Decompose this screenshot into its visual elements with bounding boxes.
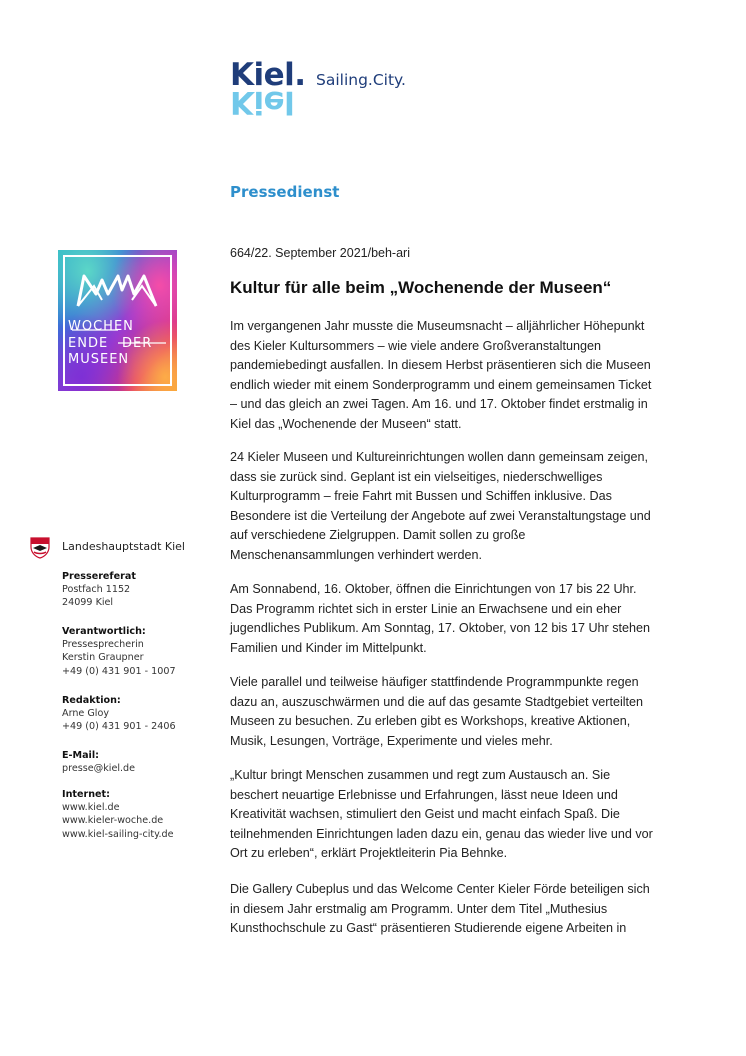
paragraph-line: Im vergangenen Jahr musste die Museumsnacht – alljährlicher Höhepunkt [230,319,645,333]
article-paragraph [230,580,660,658]
contact-block-internet [62,788,174,841]
paragraph-line: Kiel das „Wochenende der Museen“ statt. [230,416,462,431]
contact-heading: Redaktion: [62,695,121,706]
website-link[interactable]: www.kiel-sailing-city.de [62,828,174,840]
contact-heading: Verantwortlich: [62,626,146,637]
contact-heading: Pressereferat [62,571,136,582]
article-paragraph [230,448,660,565]
contact-line: Postfach 1152 [62,584,131,596]
paragraph-line: Musik, Lesungen, Vorträge, Experimente und vieles mehr. [230,733,553,748]
contact-block-pressereferat [62,570,136,610]
image-text-ende: ENDE [68,336,109,351]
paragraph-line: Familien und Kinder im Mittelpunkt. [230,640,427,655]
paragraph-line: „Kultur bringt Menschen zusammen und regt zum Austausch an. Sie [230,768,611,782]
logo-wordmark: Kiel. [230,57,306,93]
paragraph-line: Am Sonnabend, 16. Oktober, öffnen die Einrichtungen von 17 bis 22 Uhr. [230,582,637,596]
paragraph-line: dazu an, auszuschwärmen und die auf das gesamte Stadtgebiet verteilten [230,694,644,709]
article-paragraph [230,880,660,939]
paragraph-line: Das Programm richtet sich in erster Linie an Erwachsene und ein eher [230,601,622,616]
paragraph-line: Die Gallery Cubeplus und das Welcome Center Kieler Förde beteiligen sich [230,882,650,896]
contact-line: Arne Gloy [62,708,110,720]
city-name: Landeshauptstadt Kiel [62,540,185,553]
paragraph-line: Ort zu erleben“, erklärt Projektleiterin Pia Behnke. [230,846,508,860]
article-paragraph [230,766,660,864]
paragraph-line: – und das gleich an zwei Tagen. Am 16. und 17. Oktober findet erstmalig in [230,397,648,411]
paragraph-line: dass sie zurück sind. Geplant ist ein vielseitiges, niederschwelliges [230,469,603,484]
image-text-der: DER [122,336,153,351]
contact-line: Kerstin Graupner [62,652,144,664]
paragraph-line: Viele parallel und teilweise häufiger stattfindende Programmpunkte regen [230,675,639,689]
article-paragraph [230,317,660,434]
contact-line: Pressesprecherin [62,639,144,651]
paragraph-line: des Kieler Kultursommers – wie viele andere Großveranstaltungen [230,338,601,353]
paragraph-line: Kulturprogramm – freie Fahrt mit Bussen und Schiffen inklusive. Das [230,489,612,503]
contact-heading: E-Mail: [62,750,99,761]
contact-line: 24099 Kiel [62,597,114,609]
contact-block-email [62,749,135,775]
logo-wordmark-reflection: Kiel [230,84,295,120]
wochenende-der-museen-image [58,250,177,391]
paragraph-line: pandemiebedingt ausfallen. In diesem Herbst präsentieren sich die Museen [230,358,651,372]
website-link[interactable]: www.kiel.de [62,802,120,814]
website-link[interactable]: www.kieler-woche.de [62,815,164,827]
paragraph-line: Kreativität wachsen, stimuliert den Geist und macht einfach Spaß. Die [230,807,620,821]
kiel-sailing-city-logo [230,58,450,122]
article-headline: Kultur für alle beim „Wochenende der Museen“ [230,278,612,297]
image-text-museen: MUSEEN [68,352,130,367]
contact-line: +49 (0) 431 901 - 1007 [62,665,176,677]
section-label: Pressedienst [230,183,340,201]
image-text-wochen: WOCHEN [68,319,134,334]
article-paragraph [230,673,660,751]
paragraph-line: Kunsthochschule zu Gast“ präsentieren Studierende eigene Arbeiten in [230,921,627,935]
paragraph-line: 24 Kieler Museen und Kultureinrichtungen wollen dann gemeinsam zeigen, [230,450,648,464]
logo-tagline: Sailing.City. [316,71,406,89]
paragraph-line: jugendliches Publikum. Am Sonntag, 17. Oktober, von 12 bis 17 Uhr stehen [230,621,651,635]
paragraph-line: endlich wieder mit einem Sonderprogramm und einem gemeinsamen Ticket [230,377,652,392]
contact-heading: Internet: [62,789,110,800]
paragraph-line: Menschenansammlungen verhindert werden. [230,547,483,562]
contact-block-verantwortlich [62,625,176,678]
city-identity [30,537,210,557]
paragraph-line: Museen zu besuchen. Zu erleben gibt es Workshops, kreative Aktionen, [230,714,631,728]
paragraph-line: in diesem Jahr erstmalig am Programm. Unter dem Titel „Muthesius [230,901,608,916]
paragraph-line: beschert neuartige Erlebnisse und Erfahrungen, lässt neue Ideen und [230,787,618,802]
press-release-reference: 664/22. September 2021/beh-ari [230,246,410,260]
kiel-crest-icon [30,537,50,559]
email-link[interactable]: presse@kiel.de [62,763,136,775]
paragraph-line: teilnehmenden Einrichtungen laden dazu ein, genau das wieder live und vor [230,826,653,841]
paragraph-line: auf verschiedene Zielgruppen. Damit sollen zu große [230,528,526,542]
contact-block-redaktion [62,694,176,734]
contact-line: +49 (0) 431 901 - 2406 [62,721,176,733]
paragraph-line: Besondere ist die Verteilung der Angebote auf zwei Veranstaltungstage und [230,508,651,523]
